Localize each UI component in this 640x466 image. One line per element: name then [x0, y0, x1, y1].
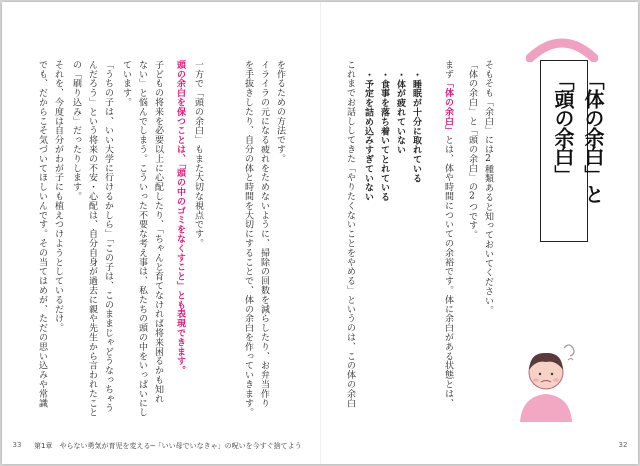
text-line: 「うちの子は、いい大学に行けるかしら」「この子は、このままじゃどうなっちゃう: [103, 60, 113, 413]
left-para1: [240, 60, 288, 430]
text-line: イライラの元になる疲れをためないように、掃除の回数を減らしたり、お弁当作り: [259, 60, 269, 408]
list-item: ・予定を詰め込みすぎていない: [363, 70, 373, 202]
bullet-list: [360, 70, 424, 370]
highlight-text: とも表現できます。: [175, 290, 185, 376]
text-line: を手抜きしたり、自分の体と時間を大切にすることで、体の余白を作っていきます。: [243, 60, 253, 418]
right-para2: [440, 60, 456, 420]
left-para5: [68, 60, 116, 430]
text-line: [172, 60, 188, 430]
text-line: の「刷り込み」だったりします。: [71, 60, 81, 201]
left-para4: [118, 60, 166, 430]
highlight-text: 「頭の中のゴミをなくすこと」: [175, 163, 185, 291]
right-para3: [342, 60, 358, 420]
text-line: ない」と悩んでしまう。こういった不要な考え事は、私たちの頭の中をいっぱいにし: [137, 60, 147, 418]
text-line: 「体の余白」と「頭の余白」の2つです。: [467, 60, 477, 240]
body-highlight: 「体の余白」: [443, 78, 453, 136]
text-line: それを、今度は自分がわが子にも植えつけようとしているだけ。: [53, 60, 63, 333]
para2-lead: まず: [443, 60, 453, 79]
page-number-right: 32: [618, 441, 628, 449]
left-para6: [34, 60, 66, 430]
text-line: そもそも「余白」には2種類あると知っておいてください。: [483, 60, 493, 315]
text-line: を作るための方法です。: [275, 60, 285, 164]
left-para3: [172, 60, 188, 430]
worried-woman-illustration: [510, 338, 582, 422]
list-item: ・睡眠が十分に取れている: [411, 70, 421, 183]
title-part2: 「頭の余白」: [551, 70, 575, 184]
list-item: ・体が疲れていない: [395, 70, 405, 155]
text-line: 一方で「頭の余白」もまた大切な視点です。: [193, 60, 203, 248]
text-line: これまでお話ししてきた「やりたくないことをやめる」というのは、この体の余白: [345, 60, 355, 408]
para2-rest: とは、体や時間についての余裕です。体に余白がある状態とは、: [443, 135, 453, 408]
highlight-text: 頭の余白を保つことは、: [175, 60, 185, 164]
text-line: 子どもの将来を必要以上に心配したり、「ちゃんと育てなければ将来困るかも知れ: [153, 60, 163, 404]
gutter-shadow: [320, 2, 321, 464]
text-line: [440, 60, 456, 420]
chapter-footer: 第1章 やらない勇気が育児を変える─「いい母でいなきゃ」の呪いを今すぐ捨てよう: [34, 442, 302, 450]
page-number-left: 33: [12, 441, 22, 449]
list-item: ・食事を落ち着いてとれている: [379, 70, 389, 202]
pink-arc-icon: [526, 32, 598, 62]
text-line: んだろう」という将来の不安・心配は、自分自身が過去に親や先生から言われたこと: [87, 60, 97, 418]
text-line: ています。: [121, 60, 131, 107]
left-para2: [190, 60, 206, 430]
page-title: [548, 70, 608, 203]
right-para1: [464, 60, 496, 420]
text-line: でも、だからこそ気づいてほしいんです。その当てはめが、ただの思い込みや常識: [37, 60, 47, 408]
title-part1: 「体の余白」と: [581, 70, 605, 203]
